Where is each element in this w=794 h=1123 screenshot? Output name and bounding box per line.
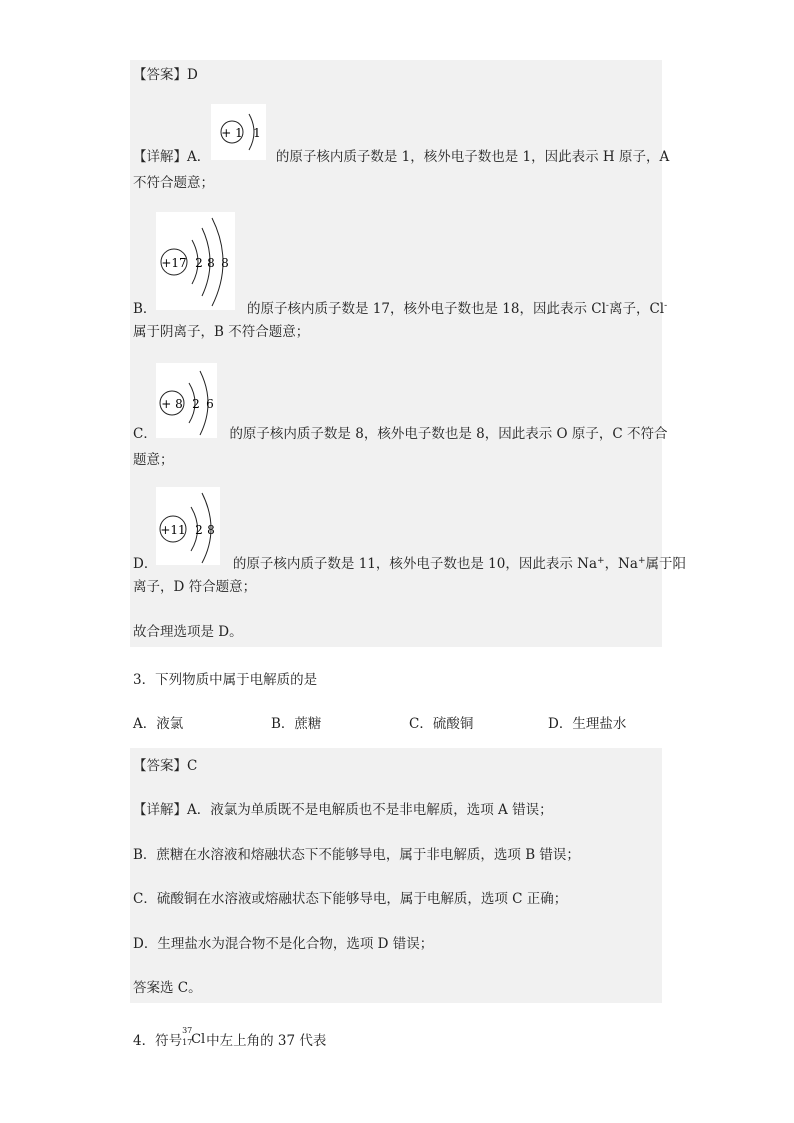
detail-q3-2: B．蔗糖在水溶液和熔融状态下不能够导电，属于非电解质，选项 B 错误； (133, 847, 580, 863)
nucleus-label: + 8 (161, 397, 183, 411)
question-4-suffix: 中左上角的 37 代表 (206, 1033, 327, 1049)
detail-d-label: D． (133, 556, 158, 572)
detail-b-text: 的原子核内质子数是 17，核外电子数也是 18，因此表示 Cl (247, 301, 606, 317)
option-c: C．硫酸铜 (409, 716, 474, 732)
nuclide-symbol (182, 1026, 206, 1048)
detail-d-end: 属于阳 (645, 556, 686, 572)
shell-label: 6 (206, 397, 214, 411)
detail-b-mid: 离子，Cl (608, 301, 665, 317)
shell-label: 2 (195, 523, 203, 537)
option-a: A．液氯 (133, 716, 184, 732)
detail-q3-1: 【详解】A．液氯为单质既不是电解质也不是非电解质，选项 A 错误； (133, 802, 553, 818)
detail-a-text: 的原子核内质子数是 1，核外电子数也是 1，因此表示 H 原子，A (275, 149, 670, 165)
detail-d-mid: ，Na (604, 556, 638, 572)
shell-label: 8 (207, 256, 215, 270)
atom-diagram-b (156, 212, 235, 310)
superscript: - (605, 301, 609, 311)
detail-q2-a (133, 148, 669, 166)
shell-label: 1 (253, 126, 261, 140)
detail-q3-3: C．硫酸铜在水溶液或熔融状态下能够导电，属于电解质，选项 C 正确； (133, 891, 568, 907)
detail-c-label: C． (133, 426, 157, 442)
question-3: 3．下列物质中属于电解质的是 (133, 672, 318, 688)
detail-prefix: 【详解】A． (133, 149, 211, 165)
shell-label: 8 (221, 256, 229, 270)
detail-q2-b (133, 297, 667, 318)
atomic-number: 17 (182, 1038, 193, 1047)
detail-b-label: B． (133, 301, 157, 317)
question-4-prefix: 4．符号 (133, 1033, 183, 1049)
mass-number: 37 (182, 1026, 193, 1035)
nucleus-label: +17 (161, 256, 187, 270)
detail-q2-d (133, 552, 686, 573)
detail-q2-d-2: 离子，D 符合题意； (133, 579, 257, 595)
detail-c-text: 的原子核内质子数是 8，核外电子数也是 8，因此表示 O 原子，C 不符合 (229, 426, 668, 442)
nucleus-label: + 1 (221, 126, 243, 140)
detail-d-text: 的原子核内质子数是 11，核外电子数也是 10，因此表示 Na (232, 556, 598, 572)
option-d: D．生理盐水 (548, 716, 627, 732)
answer-block-q3 (130, 748, 662, 1003)
answer-label-q2: 【答案】D (133, 67, 198, 83)
superscript: - (664, 301, 668, 311)
detail-q2-a-2: 不符合题意； (133, 175, 214, 191)
answer-label-q3: 【答案】C (133, 758, 198, 774)
superscript: + (597, 556, 605, 566)
shell-label: 8 (207, 523, 215, 537)
detail-q2-c (133, 425, 667, 443)
option-b: B．蔗糖 (271, 716, 322, 732)
detail-q2-b-2: 属于阴离子，B 不符合题意； (133, 324, 310, 340)
conclusion-q2: 故合理选项是 D。 (133, 624, 243, 640)
detail-q2-c-2: 题意； (133, 452, 174, 468)
nucleus-label: +11 (160, 523, 186, 537)
detail-q3-4: D．生理盐水为混合物不是化合物，选项 D 错误； (133, 936, 434, 952)
question-4 (133, 1026, 327, 1049)
shell-label: 2 (195, 256, 203, 270)
shell-label: 2 (192, 397, 200, 411)
superscript: + (637, 556, 646, 566)
element-symbol: Cl (191, 1032, 206, 1047)
conclusion-q3: 答案选 C。 (133, 980, 202, 996)
